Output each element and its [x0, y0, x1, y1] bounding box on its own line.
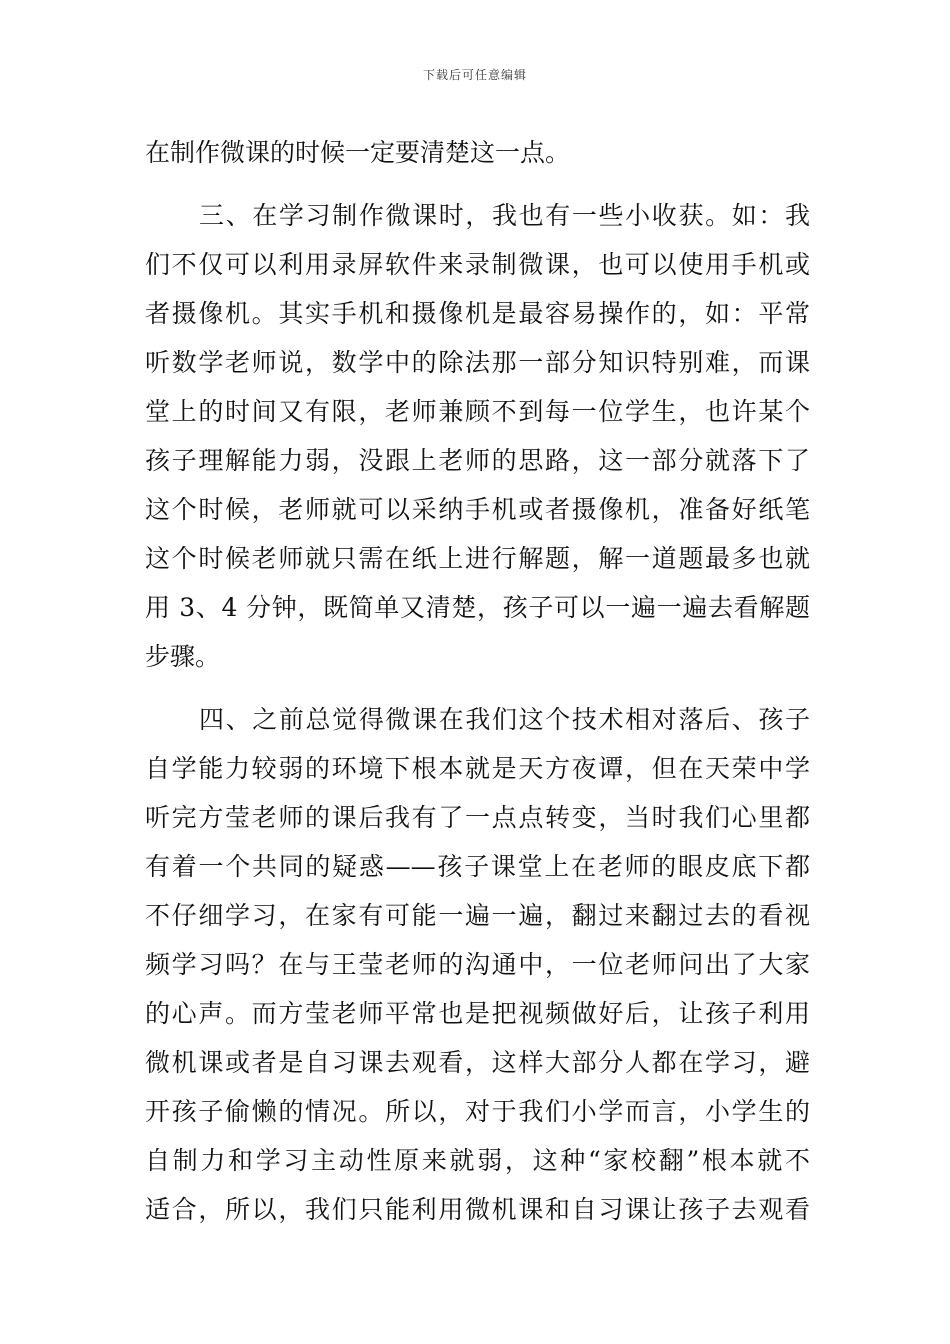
text-line: 们不仅可以利用录屏软件来录制微课，也可以使用手机或 — [145, 250, 810, 279]
document-body — [145, 128, 810, 1234]
text-line: 听完方莹老师的课后我有了一点点转变，当时我们心里都 — [145, 803, 810, 832]
text-line: 不仔细学习，在家有可能一遍一遍，翻过来翻过去的看视 — [145, 901, 810, 930]
text-line: 自学能力较弱的环境下根本就是天方夜谭，但在天荣中学 — [145, 754, 810, 783]
text-line: 听数学老师说，数学中的除法那一部分知识特别难，而课 — [145, 348, 810, 377]
text-line: 三、在学习制作微课时，我也有一些小收获。如：我 — [199, 201, 810, 230]
text-line: 频学习吗？在与王莹老师的沟通中，一位老师问出了大家 — [145, 950, 810, 979]
text-line: 有着一个共同的疑惑——孩子课堂上在老师的眼皮底下都 — [145, 852, 810, 881]
text-line: 孩子理解能力弱，没跟上老师的思路，这一部分就落下了 — [145, 446, 810, 475]
text-line: 四、之前总觉得微课在我们这个技术相对落后、孩子 — [199, 705, 810, 734]
text-line: 步骤。 — [145, 642, 221, 671]
text-line: 开孩子偷懒的情况。所以，对于我们小学而言，小学生的 — [145, 1097, 810, 1126]
text-line: 这个时候老师就只需在纸上进行解题，解一道题最多也就 — [145, 544, 810, 573]
text-line: 自制力和学习主动性原来就弱，这种“家校翻”根本就不 — [145, 1146, 810, 1175]
text-line: 微机课或者是自习课去观看，这样大部分人都在学习，避 — [145, 1048, 810, 1077]
text-line: 在制作微课的时候一定要清楚这一点。 — [145, 138, 571, 167]
page-header: 下载后可任意编辑 — [422, 68, 527, 82]
text-line: 用 3、4 分钟，既简单又清楚，孩子可以一遍一遍去看解题 — [145, 593, 810, 622]
text-line: 适合，所以，我们只能利用微机课和自习课让孩子去观看 — [145, 1195, 810, 1224]
text-line: 这个时候，老师就可以采纳手机或者摄像机，准备好纸笔 — [145, 495, 810, 524]
text-line: 者摄像机。其实手机和摄像机是最容易操作的，如：平常 — [145, 299, 810, 328]
text-line: 堂上的时间又有限，老师兼顾不到每一位学生，也许某个 — [145, 397, 810, 426]
text-line: 的心声。而方莹老师平常也是把视频做好后，让孩子利用 — [145, 999, 810, 1028]
